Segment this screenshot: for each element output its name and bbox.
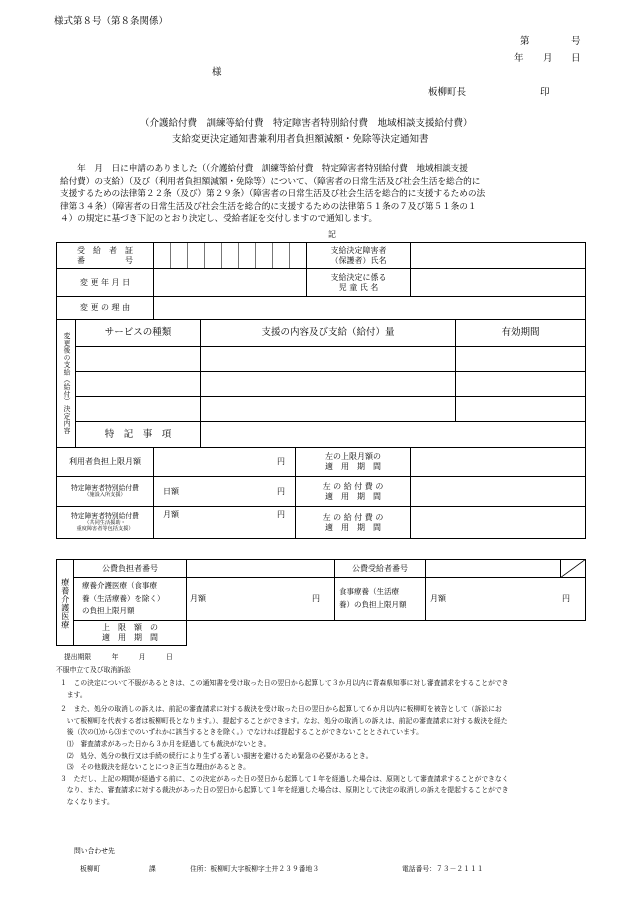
meal-cap-label: 食事療養（生活療 養）の負担上限月額 bbox=[339, 587, 407, 609]
objection-notes bbox=[60, 678, 590, 809]
special-notes-label: 特 記 事 項 bbox=[104, 428, 172, 440]
guardian-name-label: 支給決定障害者 （保護者）氏名 bbox=[330, 245, 387, 265]
burden-cap-label: 利用者負担上限月額 bbox=[69, 457, 141, 467]
objection-title: 不服申立て及び取消訴訟 bbox=[56, 666, 131, 674]
contact-address: 住所：板柳町大字板柳字土井２３９番地３ bbox=[190, 865, 320, 873]
public-payer-number-label: 公費負担者番号 bbox=[102, 564, 158, 574]
form-number: 様式第８号（第８条関係） bbox=[54, 16, 169, 27]
note-line: ３ ただし、上記の期間が経過する前に、この決定があった日の翌日から起算して１年を経過した場合は、原則として審査請求することができなく bbox=[60, 774, 509, 783]
note-line: なり、また、審査請求に対する裁決があった日の翌日から起算して１年を経過した場合は、原則として決定の取消しの訴えを提起することができ bbox=[60, 786, 509, 795]
contact-phone: 電話番号：７３－２１１１ bbox=[402, 865, 484, 873]
yen-unit: 円 bbox=[312, 594, 320, 603]
body-line: 給付費）の支給）（及び（利用者負担額減額・免除等）について、（障害者の日常生活及び社会生活を総合的に bbox=[60, 176, 481, 187]
child-name-label: 支給決定に係る 児 童 氏 名 bbox=[330, 272, 387, 292]
addressee-sama: 様 bbox=[212, 67, 222, 78]
body-line: 支援するための法律第２２条（及び）第２９条）（障害者の日常生活及び社会生活を総合的に支援するための法 bbox=[60, 189, 486, 199]
valid-period-header: 有効期間 bbox=[501, 327, 540, 339]
yen-unit: 円 bbox=[277, 487, 285, 496]
benefit-period-label: 左 の 給 付 費 の 適 用 期 間 bbox=[322, 481, 384, 501]
monthly-amount-label: 月額 bbox=[190, 594, 206, 603]
contact-title: 問い合わせ先 bbox=[74, 847, 115, 855]
medical-care-side-label: 療養介護医療 bbox=[60, 577, 70, 629]
title-line-1: （介護給付費 訓練等給付費 特定障害者特別給付費 地域相談支援給付費） bbox=[140, 118, 473, 129]
note-line: ２ また、処分の取消しの訴えは、前記の審査請求に対する裁決を受け取った日の翌日から起算して６か月以内に板柳町を被告として（訴訟にお bbox=[60, 705, 502, 714]
yen-unit: 円 bbox=[277, 510, 285, 519]
doc-no-dai: 第 bbox=[520, 36, 530, 47]
change-reason-label: 変 更 の 理 由 bbox=[79, 303, 131, 313]
ki-label: 記 bbox=[328, 230, 336, 239]
daily-amount-label: 日額 bbox=[163, 487, 179, 496]
note-line: １ この決定について不服があるときは、この通知書を受け取った日の翌日から起算して３か月以内に青森県知事に対し審査請求をすることができ bbox=[60, 679, 509, 687]
body-line: ４）の規定に基づき下記のとおり決定し、受給者証を交付しますので通知します。 bbox=[60, 214, 378, 224]
benefit-period-label-2: 左 の 給 付 費 の 適 用 期 間 bbox=[322, 512, 384, 532]
public-recipient-number-label: 公費受給者番号 bbox=[352, 564, 408, 574]
date-day: 日 bbox=[571, 53, 581, 64]
note-line: ⑶ その他裁決を経ないことにつき正当な理由があるとき。 bbox=[60, 763, 250, 772]
date-year: 年 bbox=[514, 53, 524, 64]
notice-body bbox=[60, 163, 588, 226]
change-date-label: 変 更 年 月 日 bbox=[79, 277, 131, 287]
service-type-header: サービスの種類 bbox=[104, 327, 172, 339]
yen-unit: 円 bbox=[277, 457, 285, 466]
support-content-header: 支援の内容及び支給（給付）量 bbox=[261, 327, 395, 339]
diagonal-slash-mark bbox=[560, 559, 586, 578]
note-line: いて板柳町を代表する者は板柳町長となります。）、提起することができます。なお、処分の取消しの訴えは、前記の審査請求に対する裁決を経た bbox=[60, 716, 508, 725]
cap-period-label: 左の上限月額の 適 用 期 間 bbox=[325, 452, 381, 471]
monthly-amount-label: 月額 bbox=[163, 510, 179, 519]
note-line: ⑵ 処分、処分の執行又は手続の続行により生ずる著しい損害を避けるため緊急の必要があるとき。 bbox=[60, 751, 373, 760]
note-line: 後（次の⑴から⑶までのいずれかに該当するときを除く。）でなければ提起することができないこととされています。 bbox=[60, 728, 423, 737]
decision-content-side-label: 変更後の支給（給付）決定内容 bbox=[62, 332, 71, 435]
recipient-number-label: 受 給 者 証 番 号 bbox=[77, 245, 133, 265]
note-line: ます。 bbox=[60, 690, 87, 699]
date-month: 月 bbox=[543, 53, 553, 64]
contact-section: 課 bbox=[149, 865, 156, 873]
special-benefit-group-label: 特定障害者特別給付費 （共同生活援助・ 重度障害者等包括支援） bbox=[71, 512, 139, 532]
title-line-2: 支給変更決定通知書兼利用者負担額減額・免除等決定通知書 bbox=[172, 134, 429, 145]
note-line: ⑴ 審査請求があった日から３か月を経過しても裁決がないとき。 bbox=[60, 739, 271, 748]
note-line: なくなります。 bbox=[60, 797, 114, 806]
seal-mark: 印 bbox=[540, 87, 550, 98]
special-benefit-facility-label: 特定障害者特別給付費 （施設入所支援） bbox=[71, 484, 139, 498]
yen-unit-2: 円 bbox=[562, 594, 570, 603]
submission-deadline: 提出期限 年 月 日 bbox=[64, 653, 173, 661]
monthly-amount-label-2: 月額 bbox=[430, 594, 446, 603]
sender-name: 板柳町長 bbox=[428, 87, 467, 98]
care-cap-label: 療養介護医療（食事療 養（生活療養）を除く） の負担上限月額 bbox=[82, 581, 165, 615]
doc-no-go: 号 bbox=[571, 36, 581, 47]
body-line: 律第３４条）（障害者の日常生活及び社会生活を総合的に支援するための法律第５１条の７及び第５１条の１ bbox=[60, 201, 477, 212]
cap-period-label: 上 限 額 の 適 用 期 間 bbox=[102, 623, 158, 642]
body-line: 年 月 日に申請のありました（（介護給付費 訓練等給付費 特定障害者特別給付費 地域相談支援 bbox=[60, 164, 468, 174]
contact-town: 板柳町 bbox=[80, 865, 101, 873]
